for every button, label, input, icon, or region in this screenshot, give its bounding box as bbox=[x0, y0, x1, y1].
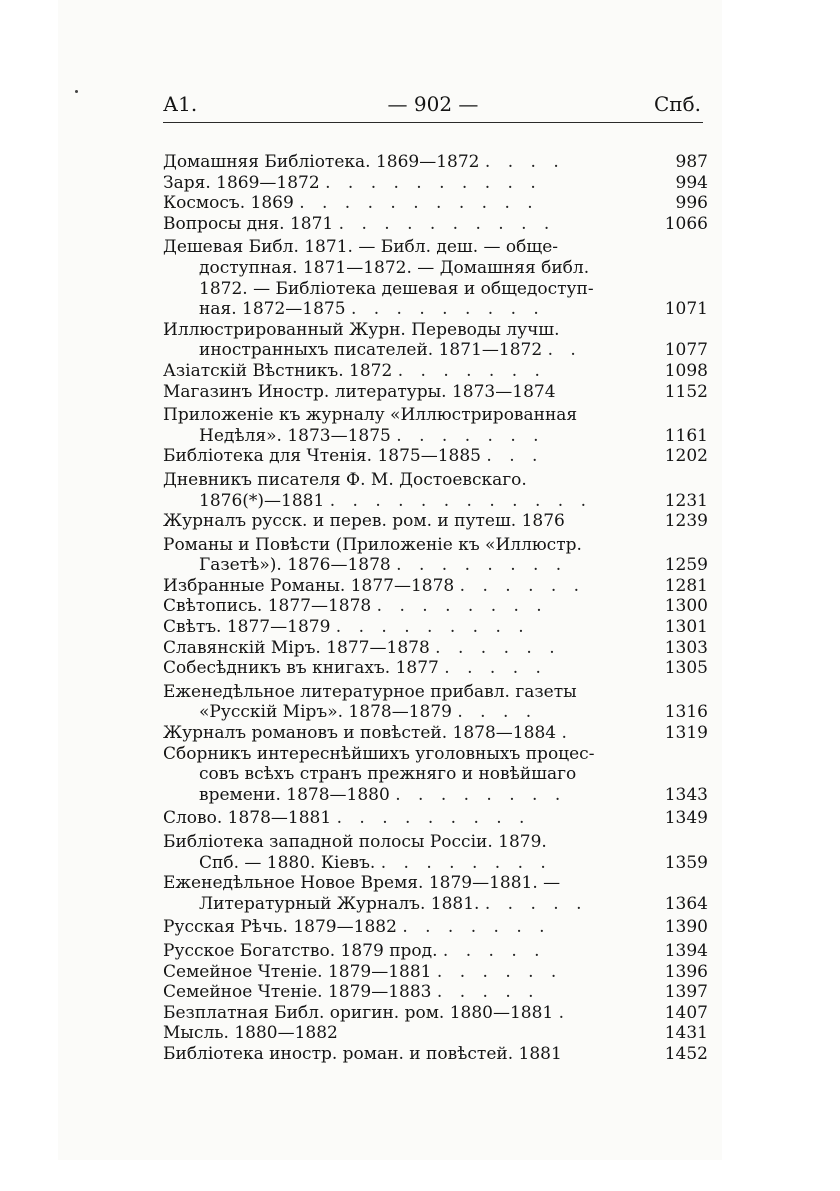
dot-leader: . . . . . . . bbox=[397, 360, 546, 381]
toc-entry-line bbox=[163, 258, 641, 279]
toc-entry-text: Славянскій Міръ. 1877—1878 bbox=[163, 637, 430, 658]
toc-entry-text: Журналъ романовъ и повѣстей. 1878—1884 bbox=[163, 723, 557, 744]
dot-leader: . . . . . . . . bbox=[395, 784, 567, 805]
toc-entry bbox=[163, 152, 708, 173]
toc-page-number: 1407 bbox=[664, 1002, 708, 1023]
toc-entry-text: Безплатная Библ. оригин. ром. 1880—1881 bbox=[163, 1002, 554, 1023]
dot-leader: . . . . . bbox=[442, 940, 546, 961]
toc-entry bbox=[163, 917, 708, 938]
toc-entry-line bbox=[163, 702, 641, 723]
toc-entry-text: Русское Богатство. 1879 прод. bbox=[163, 940, 438, 961]
toc-entry bbox=[163, 873, 708, 914]
toc-entry-text: Библіотека западной полосы Россіи. 1879. bbox=[163, 832, 547, 852]
toc-entry-text: 1872. — Библіотека дешевая и общедоступ- bbox=[199, 278, 594, 299]
toc-entry-line bbox=[163, 426, 641, 447]
dot-leader: . . . . . . . . bbox=[380, 852, 552, 873]
toc-entry-line bbox=[163, 382, 641, 403]
toc-page-number: 987 bbox=[675, 152, 708, 172]
table-of-contents bbox=[163, 152, 708, 1065]
dot-leader: . . . . . bbox=[484, 893, 588, 914]
dot-leader: . . . . . bbox=[444, 658, 547, 679]
toc-entry-line bbox=[163, 617, 641, 638]
dot-leader: . . . . bbox=[484, 152, 565, 172]
toc-entry bbox=[163, 193, 708, 214]
toc-entry-text: Вопросы дня. 1871 bbox=[163, 213, 334, 234]
toc-entry-line bbox=[163, 511, 641, 532]
toc-entry-text: Слово. 1878—1881 bbox=[163, 808, 332, 829]
toc-entry bbox=[163, 941, 708, 962]
toc-page-number: 1359 bbox=[664, 852, 708, 873]
toc-page-number: 1152 bbox=[664, 381, 708, 402]
toc-entry-text: Недѣля». 1873—1875 bbox=[199, 425, 391, 446]
toc-entry-text: Приложеніе къ журналу «Иллюстрированная bbox=[163, 405, 578, 426]
toc-entry bbox=[163, 576, 708, 597]
toc-entry bbox=[163, 982, 708, 1003]
toc-entry-line bbox=[163, 173, 641, 194]
toc-entry-text: Собесѣдникъ въ книгахъ. 1877 bbox=[163, 658, 439, 679]
toc-entry-line bbox=[163, 658, 641, 679]
toc-entry-line bbox=[163, 446, 641, 467]
header-rule bbox=[163, 122, 703, 123]
toc-entry-text: иностранныхъ писателей. 1871—1872 bbox=[199, 340, 543, 361]
toc-page-number: 1259 bbox=[664, 555, 708, 576]
toc-entry-text: Космосъ. 1869 bbox=[163, 193, 294, 214]
toc-entry bbox=[163, 470, 708, 511]
toc-entry-text: Заря. 1869—1872 bbox=[163, 172, 320, 193]
toc-entry-text: Русская Рѣчь. 1879—1882 bbox=[163, 917, 397, 938]
toc-entry-line bbox=[163, 832, 641, 853]
dot-leader: . . . . . . bbox=[459, 575, 586, 596]
toc-page-number: 1303 bbox=[664, 637, 708, 658]
toc-entry-line bbox=[163, 894, 641, 915]
dot-leader: . . . . . . . . . bbox=[350, 299, 545, 320]
toc-entry bbox=[163, 382, 708, 403]
toc-entry-line bbox=[163, 962, 641, 983]
toc-page-number: 1452 bbox=[664, 1043, 708, 1064]
toc-entry-line bbox=[163, 941, 641, 962]
toc-page-number: 1066 bbox=[664, 213, 708, 234]
toc-entry-line bbox=[163, 744, 641, 765]
toc-entry-text: Свѣтъ. 1877—1879 bbox=[163, 617, 331, 638]
toc-page-number: 1319 bbox=[664, 723, 708, 744]
toc-entry-line bbox=[163, 1044, 641, 1065]
toc-page-number: 1390 bbox=[664, 917, 708, 938]
toc-page-number: 1343 bbox=[664, 784, 708, 805]
toc-entry bbox=[163, 682, 708, 723]
toc-entry bbox=[163, 446, 708, 467]
toc-entry-line bbox=[163, 917, 641, 938]
toc-entry bbox=[163, 361, 708, 382]
toc-page-number: 1281 bbox=[664, 575, 708, 596]
toc-entry-text: Мысль. 1880—1882 bbox=[163, 1023, 338, 1044]
dot-leader: . . . . . . . . . . bbox=[338, 213, 556, 234]
toc-entry-text: совъ всѣхъ странъ прежняго и новѣйшаго bbox=[199, 764, 577, 785]
dot-leader: . . bbox=[547, 340, 582, 361]
dot-leader: . . . bbox=[486, 446, 544, 467]
toc-entry-text: ная. 1872—1875 bbox=[199, 299, 346, 320]
header-city-label: Спб. bbox=[653, 92, 701, 116]
toc-entry bbox=[163, 617, 708, 638]
header-section-label: А1. bbox=[163, 92, 198, 116]
toc-entry-text: Романы и Повѣсти (Приложеніе къ «Иллюстр. bbox=[163, 534, 582, 555]
toc-entry-line bbox=[163, 723, 641, 744]
toc-entry-text: Спб. — 1880. Кіевъ. bbox=[199, 852, 376, 873]
toc-entry-text: Еженедѣльное литературное прибавл. газеты bbox=[163, 681, 577, 702]
toc-entry-line bbox=[163, 873, 641, 894]
dot-leader: . . . . . . . bbox=[396, 425, 545, 446]
toc-entry-line bbox=[163, 405, 641, 426]
toc-entry-line bbox=[163, 361, 641, 382]
dot-leader: . . . . . . . . . bbox=[335, 617, 530, 638]
dot-leader: . . . . . . . bbox=[402, 917, 551, 938]
toc-entry-text: Свѣтопись. 1877—1878 bbox=[163, 596, 372, 617]
toc-page-number: 1397 bbox=[664, 982, 708, 1003]
toc-entry-text: Иллюстрированный Журн. Переводы лучш. bbox=[163, 319, 560, 340]
toc-entry-line bbox=[163, 320, 641, 341]
toc-entry-text: «Русскій Міръ». 1878—1879 bbox=[199, 702, 452, 723]
page-number: — 902 — bbox=[387, 92, 479, 116]
toc-entry-text: Магазинъ Иностр. литературы. 1873—1874 bbox=[163, 381, 556, 402]
toc-entry bbox=[163, 808, 708, 829]
toc-entry-line bbox=[163, 853, 641, 874]
toc-page-number: 1394 bbox=[664, 940, 708, 961]
toc-entry bbox=[163, 237, 708, 319]
toc-entry-line bbox=[163, 555, 641, 576]
toc-page-number: 1364 bbox=[664, 893, 708, 914]
dot-leader: . . . . . . . . bbox=[396, 555, 568, 576]
toc-entry bbox=[163, 405, 708, 446]
toc-entry-line bbox=[163, 214, 641, 235]
toc-entry bbox=[163, 1003, 708, 1024]
toc-page-number: 1231 bbox=[664, 490, 708, 511]
dot-leader: . . . . . . . . . . . bbox=[299, 193, 539, 214]
toc-entry-line bbox=[163, 193, 641, 214]
dot-leader: . . . . . . . . . . . . bbox=[329, 490, 592, 511]
toc-entry-text: Журналъ русск. и перев. ром. и путеш. 1876 bbox=[163, 511, 565, 532]
toc-page-number: 1077 bbox=[664, 340, 708, 361]
ink-speck bbox=[75, 90, 78, 93]
toc-entry-line bbox=[163, 576, 641, 597]
toc-entry-text: 1876(*)—1881 bbox=[199, 490, 325, 511]
toc-entry bbox=[163, 320, 708, 361]
dot-leader: . . . . . . bbox=[436, 961, 563, 982]
toc-entry-text: Газетѣ»). 1876—1878 bbox=[199, 555, 391, 576]
toc-entry-line bbox=[163, 152, 641, 173]
toc-page-number: 1305 bbox=[664, 658, 708, 679]
toc-entry-line bbox=[163, 237, 641, 258]
dot-leader: . . . . . bbox=[436, 982, 540, 1003]
toc-page-number: 1098 bbox=[664, 360, 708, 381]
running-header bbox=[163, 88, 703, 122]
toc-entry-line bbox=[163, 785, 641, 806]
toc-entry-line bbox=[163, 340, 641, 361]
toc-entry-line bbox=[163, 279, 641, 300]
toc-entry-line bbox=[163, 808, 641, 829]
toc-entry-line bbox=[163, 638, 641, 659]
dot-leader: . bbox=[558, 1002, 571, 1023]
dot-leader: . . . . . . . . . bbox=[336, 808, 531, 829]
toc-page-number: 1431 bbox=[664, 1023, 708, 1044]
toc-page-number: 1161 bbox=[664, 425, 708, 446]
toc-page-number: 1300 bbox=[664, 596, 708, 617]
toc-page-number: 1396 bbox=[664, 961, 708, 982]
toc-entry-line bbox=[163, 982, 641, 1003]
toc-entry-line bbox=[163, 1023, 641, 1044]
toc-entry bbox=[163, 832, 708, 873]
toc-entry-text: Дневникъ писателя Ф. М. Достоевскаго. bbox=[163, 469, 527, 490]
dot-leader: . . . . . . . . . . bbox=[325, 172, 542, 193]
toc-entry-text: времени. 1878—1880 bbox=[199, 784, 390, 805]
toc-page-number: 1349 bbox=[664, 808, 708, 829]
toc-entry-text: Литературный Журналъ. 1881. bbox=[199, 893, 480, 914]
toc-entry bbox=[163, 638, 708, 659]
toc-entry bbox=[163, 1044, 708, 1065]
toc-page-number: 996 bbox=[675, 193, 708, 214]
toc-entry-text: Сборникъ интереснѣйшихъ уголовныхъ процес- bbox=[163, 743, 595, 764]
dot-leader: . bbox=[561, 723, 573, 744]
toc-entry bbox=[163, 744, 708, 806]
dot-leader: . . . . bbox=[457, 702, 538, 723]
toc-entry-line bbox=[163, 682, 641, 703]
toc-page-number: 1071 bbox=[664, 299, 708, 320]
toc-entry bbox=[163, 658, 708, 679]
toc-entry-text: Библіотека иностр. роман. и повѣстей. 1881 bbox=[163, 1043, 562, 1064]
toc-entry bbox=[163, 214, 708, 235]
toc-entry bbox=[163, 596, 708, 617]
toc-entry-line bbox=[163, 470, 641, 491]
toc-entry bbox=[163, 1023, 708, 1044]
toc-entry-text: Библіотека для Чтенія. 1875—1885 bbox=[163, 446, 481, 467]
toc-entry-text: Дешевая Библ. 1871. — Библ. деш. — обще- bbox=[163, 237, 559, 258]
toc-entry-text: Азіатскій Вѣстникъ. 1872 bbox=[163, 360, 393, 381]
dot-leader: . . . . . . bbox=[435, 637, 561, 658]
toc-entry bbox=[163, 723, 708, 744]
toc-page-number: 994 bbox=[675, 172, 708, 193]
toc-entry-text: Семейное Чтеніе. 1879—1883 bbox=[163, 982, 432, 1003]
toc-entry-line bbox=[163, 299, 641, 320]
toc-entry-line bbox=[163, 1003, 641, 1024]
toc-entry bbox=[163, 511, 708, 532]
dot-leader: . . . . . . . . bbox=[376, 596, 548, 617]
toc-page-number: 1316 bbox=[664, 702, 708, 723]
toc-entry-text: Домашняя Библіотека. 1869—1872 bbox=[163, 152, 480, 172]
toc-entry bbox=[163, 962, 708, 983]
toc-entry-line bbox=[163, 491, 641, 512]
toc-entry-line bbox=[163, 596, 641, 617]
toc-entry-line bbox=[163, 535, 641, 556]
toc-entry-text: Избранные Романы. 1877—1878 bbox=[163, 575, 455, 596]
toc-entry-text: доступная. 1871—1872. — Домашняя библ. bbox=[199, 257, 590, 278]
toc-entry bbox=[163, 535, 708, 576]
toc-page-number: 1202 bbox=[664, 446, 708, 467]
toc-entry bbox=[163, 173, 708, 194]
toc-entry-text: Семейное Чтеніе. 1879—1881 bbox=[163, 961, 432, 982]
toc-entry-text: Еженедѣльное Новое Время. 1879—1881. — bbox=[163, 873, 561, 894]
toc-page-number: 1239 bbox=[664, 511, 708, 532]
toc-entry-line bbox=[163, 764, 641, 785]
toc-page-number: 1301 bbox=[664, 617, 708, 638]
